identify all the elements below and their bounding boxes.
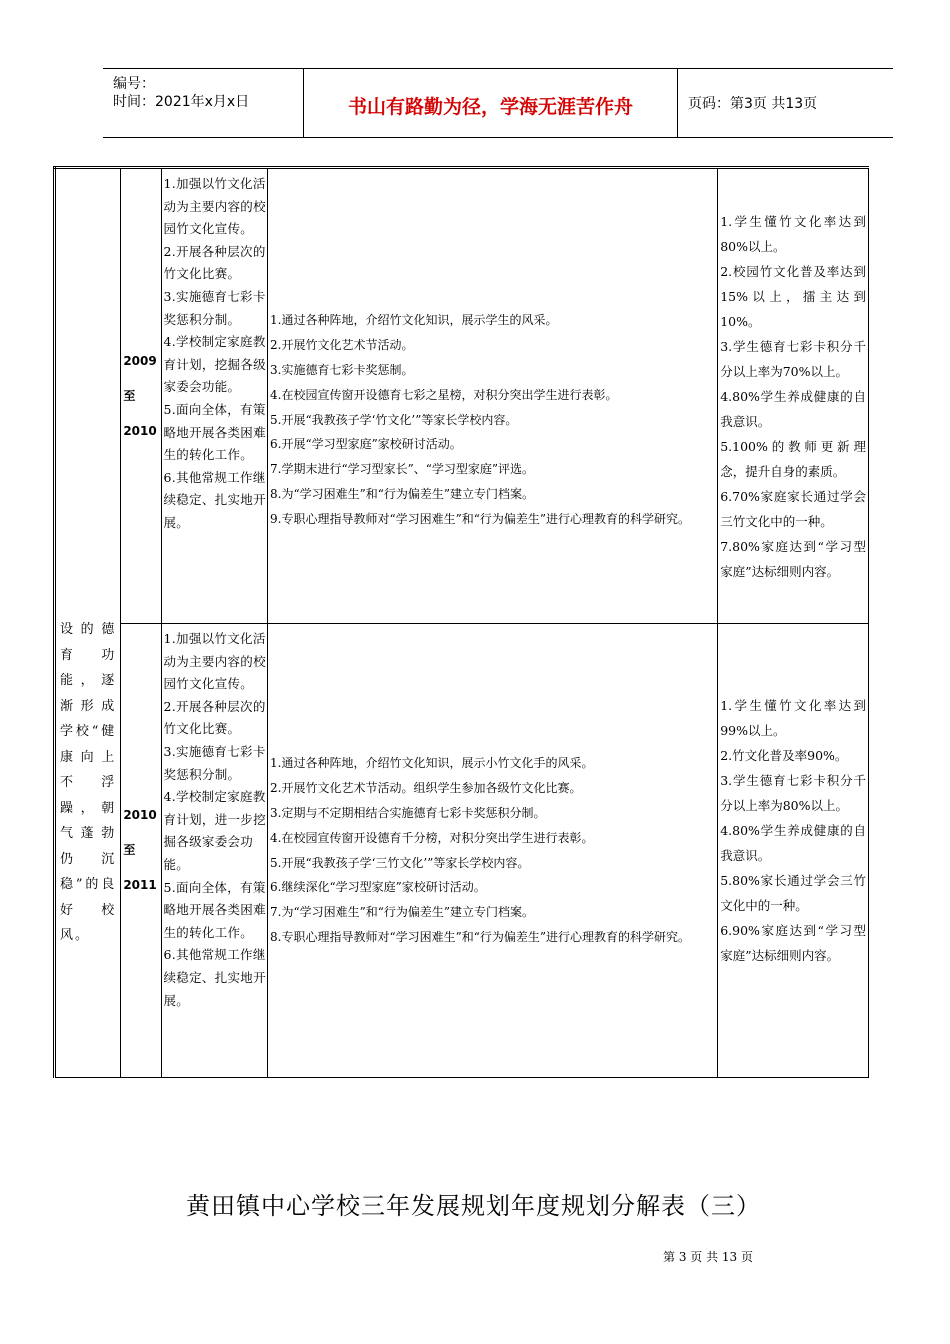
measure-item: 8.为“学习困难生”和“行为偏差生”建立专门档案。 — [270, 486, 535, 501]
task-item: 6.其他常规工作继续稳定、扎实地开展。 — [163, 469, 266, 530]
page-label: 页码：第3页 共13页 — [688, 96, 818, 112]
goals-cell — [718, 624, 869, 1078]
aim-text: 设的德育功能，逐渐形成学校“健康向上不浮躁，朝气蓬勃仍沉稳”的良好校风。 — [60, 622, 117, 944]
goal-item: 1.学生懂竹文化率达到99%以上。 — [720, 698, 866, 738]
year-sep: 至 — [123, 843, 136, 857]
task-item: 4.学校制定家庭教育计划，挖掘各级家委会功能。 — [163, 334, 266, 395]
measure-item: 1.通过各种阵地，介绍竹文化知识，展示学生的风采。 — [270, 313, 558, 328]
table-row — [55, 168, 869, 624]
task-item: 3.实施德育七彩卡奖惩积分制。 — [163, 288, 266, 327]
measure-item: 7.为“学习困难生”和“行为偏差生”建立专门档案。 — [270, 905, 535, 920]
goal-item: 6.90%家庭达到“学习型家庭”达标细则内容。 — [720, 923, 866, 963]
goal-item: 5.80%家长通过学会三竹文化中的一种。 — [720, 873, 866, 913]
serial-label: 编号： — [113, 76, 155, 92]
task-item: 1.加强以竹文化活动为主要内容的校园竹文化宣传。 — [163, 631, 266, 692]
task-item: 5.面向全体，有策略地开展各类困难生的转化工作。 — [163, 879, 266, 940]
task-item: 3.实施德育七彩卡奖惩积分制。 — [163, 743, 266, 782]
task-item: 1.加强以竹文化活动为主要内容的校园竹文化宣传。 — [163, 176, 266, 237]
measure-item: 8.专职心理指导教师对“学习困难生”和“行为偏差生”进行心理教育的科学研究。 — [270, 929, 691, 944]
measure-item: 9.专职心理指导教师对“学习困难生”和“行为偏差生”进行心理教育的科学研究。 — [270, 511, 691, 526]
goal-item: 6.70%家庭家长通过学会三竹文化中的一种。 — [720, 488, 866, 529]
task-item: 2.开展各种层次的竹文化比赛。 — [163, 698, 266, 737]
measure-item: 6.开展“学习型家庭”家校研讨活动。 — [270, 437, 462, 452]
measure-item: 5.开展“我教孩子学‘三竹文化’”等家长学校内容。 — [270, 855, 530, 870]
goal-item: 3.学生德育七彩卡积分千分以上率为70%以上。 — [720, 338, 866, 379]
tasks-cell — [161, 624, 268, 1078]
measure-item: 2.开展竹文化艺术节活动。组织学生参加各级竹文化比赛。 — [270, 781, 582, 796]
page-footer: 第 3 页 共 13 页 — [663, 1250, 753, 1264]
tasks-cell — [161, 168, 268, 624]
header-motto-cell — [303, 69, 678, 137]
goal-item: 4.80%学生养成健康的自我意识。 — [720, 388, 866, 429]
year-sep: 至 — [123, 388, 136, 403]
year-cell — [121, 624, 161, 1078]
year-start: 2010 — [123, 808, 157, 822]
goal-item: 2.校园竹文化普及率达到15%以上，擂主达到10%。 — [720, 263, 866, 329]
measure-item: 5.开展“我教孩子学‘竹文化’”等家长学校内容。 — [270, 412, 518, 427]
table-row — [55, 624, 869, 1078]
time-label: 时间：2021年x月x日 — [113, 94, 250, 110]
measures-cell — [268, 624, 718, 1078]
aim-cell — [55, 168, 121, 1078]
motto: 书山有路勤为径，学海无涯苦作舟 — [347, 96, 633, 118]
measure-item: 3.实施德育七彩卡奖惩制。 — [270, 363, 414, 377]
goal-item: 4.80%学生养成健康的自我意识。 — [720, 823, 866, 863]
measure-item: 4.在校园宣传窗开设德育千分榜，对积分突出学生进行表彰。 — [270, 830, 594, 845]
task-item: 2.开展各种层次的竹文化比赛。 — [163, 243, 266, 282]
header-page-cell — [678, 69, 893, 137]
measure-item: 1.通过各种阵地，介绍竹文化知识，展示小竹文化手的风采。 — [270, 756, 594, 771]
goal-item: 7.80%家庭达到“学习型家庭”达标细则内容。 — [720, 538, 866, 579]
task-item: 6.其他常规工作继续稳定、扎实地开展。 — [163, 947, 266, 1008]
plan-table — [53, 166, 869, 1078]
header-meta-cell — [103, 69, 303, 137]
measures-cell — [268, 168, 718, 624]
goal-item: 3.学生德育七彩卡积分千分以上率为80%以上。 — [720, 773, 866, 813]
goals-cell — [718, 168, 869, 624]
year-start: 2009 — [123, 353, 157, 368]
measure-item: 3.定期与不定期相结合实施德育七彩卡奖惩积分制。 — [270, 805, 546, 820]
document-title: 黄田镇中心学校三年发展规划年度规划分解表（三） — [186, 1192, 761, 1220]
task-item: 5.面向全体，有策略地开展各类困难生的转化工作。 — [163, 401, 266, 463]
measure-item: 6.继续深化“学习型家庭”家校研讨活动。 — [270, 880, 486, 895]
measure-item: 2.开展竹文化艺术节活动。 — [270, 338, 414, 353]
year-end: 2010 — [123, 423, 157, 438]
year-cell — [121, 168, 161, 624]
goal-item: 5.100%的教师更新理念，提升自身的素质。 — [720, 438, 866, 479]
measure-item: 7.学期末进行“学习型家长”、“学习型家庭”评选。 — [270, 462, 535, 477]
page-header — [103, 68, 893, 138]
goal-item: 2.竹文化普及率90%。 — [720, 748, 848, 763]
measure-item: 4.在校园宣传窗开设德育七彩之星榜，对积分突出学生进行表彰。 — [270, 387, 618, 402]
task-item: 4.学校制定家庭教育计划，进一步挖掘各级家委会功能。 — [163, 789, 266, 872]
goal-item: 1.学生懂竹文化率达到80%以上。 — [720, 213, 866, 254]
year-end: 2011 — [123, 878, 157, 892]
